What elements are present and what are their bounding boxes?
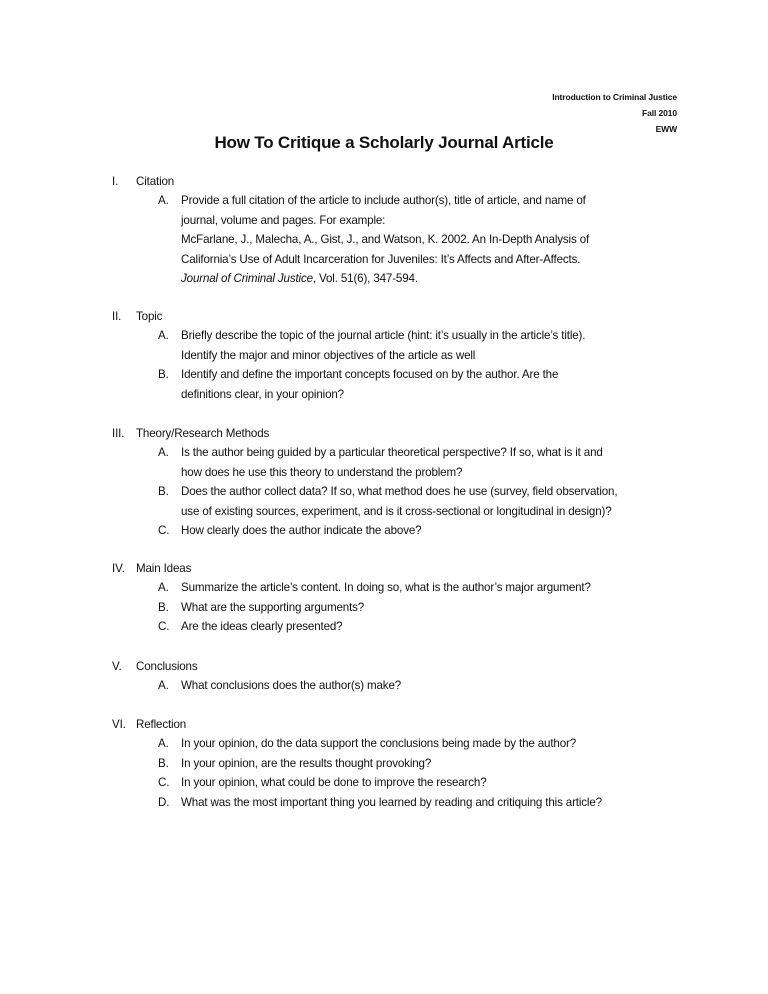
item-letter: C. bbox=[158, 524, 170, 538]
section-heading bbox=[0, 715, 768, 734]
item-text: Identify and define the important concepts focused on by the author. Are the bbox=[181, 368, 559, 382]
list-item bbox=[0, 617, 768, 636]
section-title: Citation bbox=[136, 175, 175, 188]
section-title: Reflection bbox=[136, 718, 187, 731]
citation-source bbox=[181, 269, 688, 288]
item-text: What conclusions does the author(s) make? bbox=[181, 679, 402, 693]
item-letter: A. bbox=[158, 581, 169, 595]
section-heading bbox=[0, 424, 768, 443]
item-text: How clearly does the author indicate the above? bbox=[181, 524, 422, 538]
item-letter: B. bbox=[158, 756, 169, 770]
list-item bbox=[0, 676, 768, 695]
section-title: Main Ideas bbox=[136, 562, 192, 575]
item-text: Provide a full citation of the article to include author(s), title of article, and name of bbox=[181, 194, 586, 208]
item-text: Summarize the article’s content. In doing so, what is the author’s major argument? bbox=[181, 581, 591, 595]
section-heading bbox=[0, 307, 768, 326]
item-text: Identify the major and minor objectives of the article as well bbox=[181, 348, 476, 362]
list-item bbox=[0, 578, 768, 597]
list-item bbox=[0, 793, 768, 812]
section-citation bbox=[0, 172, 768, 288]
section-main-ideas bbox=[0, 559, 768, 637]
section-number: II. bbox=[112, 310, 122, 323]
section-number: I. bbox=[112, 175, 119, 188]
item-letter: B. bbox=[158, 485, 169, 499]
section-title: Theory/Research Methods bbox=[136, 427, 270, 440]
item-text: What was the most important thing you learned by reading and critiquing this article? bbox=[181, 795, 602, 809]
citation-example: California’s Use of Adult Incarceration for Juveniles: It’s Affects and After-Affects. bbox=[181, 252, 581, 266]
section-topic bbox=[0, 307, 768, 404]
list-item bbox=[0, 443, 768, 482]
section-number: V. bbox=[112, 660, 122, 673]
citation-journal-name: Journal of Criminal Justice bbox=[181, 272, 313, 286]
list-item bbox=[0, 598, 768, 617]
list-item bbox=[0, 326, 768, 365]
document-title: How To Critique a Scholarly Journal Article bbox=[214, 133, 554, 152]
list-item bbox=[0, 734, 768, 753]
section-heading bbox=[0, 657, 768, 676]
author-initials: EWW bbox=[655, 124, 677, 134]
item-text: Are the ideas clearly presented? bbox=[181, 620, 343, 634]
item-letter: D. bbox=[158, 795, 170, 809]
list-item bbox=[0, 482, 768, 521]
section-heading bbox=[0, 172, 768, 191]
section-number: VI. bbox=[112, 718, 126, 731]
item-letter: A. bbox=[158, 329, 169, 343]
list-item bbox=[0, 773, 768, 792]
section-number: IV. bbox=[112, 562, 125, 575]
item-letter: B. bbox=[158, 368, 169, 382]
item-letter: A. bbox=[158, 446, 169, 460]
item-text: definitions clear, in your opinion? bbox=[181, 387, 344, 401]
section-title: Topic bbox=[136, 310, 163, 323]
item-text: use of existing sources, experiment, and is it cross-sectional or longitudinal in design)? bbox=[181, 504, 612, 518]
item-letter: B. bbox=[158, 600, 169, 614]
item-letter: A. bbox=[158, 737, 169, 751]
item-letter: C. bbox=[158, 620, 170, 634]
list-item bbox=[0, 365, 768, 404]
item-text: Does the author collect data? If so, what method does he use (survey, field observation, bbox=[181, 485, 618, 499]
section-heading bbox=[0, 559, 768, 578]
section-title: Conclusions bbox=[136, 660, 198, 673]
citation-example: McFarlane, J., Malecha, A., Gist, J., and Watson, K. 2002. An In-Depth Analysis of bbox=[181, 233, 590, 247]
course-name: Introduction to Criminal Justice bbox=[552, 92, 677, 102]
citation-volume-pages: , Vol. 51(6), 347-594. bbox=[312, 272, 418, 286]
section-conclusions bbox=[0, 657, 768, 696]
section-reflection bbox=[0, 715, 768, 812]
section-number: III. bbox=[112, 427, 125, 440]
item-letter: A. bbox=[158, 194, 169, 208]
item-text: What are the supporting arguments? bbox=[181, 600, 365, 614]
course-header bbox=[552, 89, 677, 137]
item-text: Is the author being guided by a particular theoretical perspective? If so, what is it and bbox=[181, 446, 603, 460]
item-text: how does he use this theory to understand the problem? bbox=[181, 465, 463, 479]
list-item bbox=[0, 521, 768, 540]
item-text: In your opinion, what could be done to improve the research? bbox=[181, 776, 487, 790]
list-item bbox=[0, 191, 768, 288]
course-term: Fall 2010 bbox=[641, 108, 677, 118]
item-text: Briefly describe the topic of the journal article (hint: it’s usually in the article’s title). bbox=[181, 329, 586, 343]
item-letter: C. bbox=[158, 776, 170, 790]
list-item bbox=[0, 754, 768, 773]
item-text: journal, volume and pages. For example: bbox=[181, 213, 386, 227]
item-text: In your opinion, are the results thought provoking? bbox=[181, 756, 432, 770]
section-theory-research-methods bbox=[0, 424, 768, 540]
item-text: In your opinion, do the data support the conclusions being made by the author? bbox=[181, 737, 577, 751]
item-letter: A. bbox=[158, 679, 169, 693]
